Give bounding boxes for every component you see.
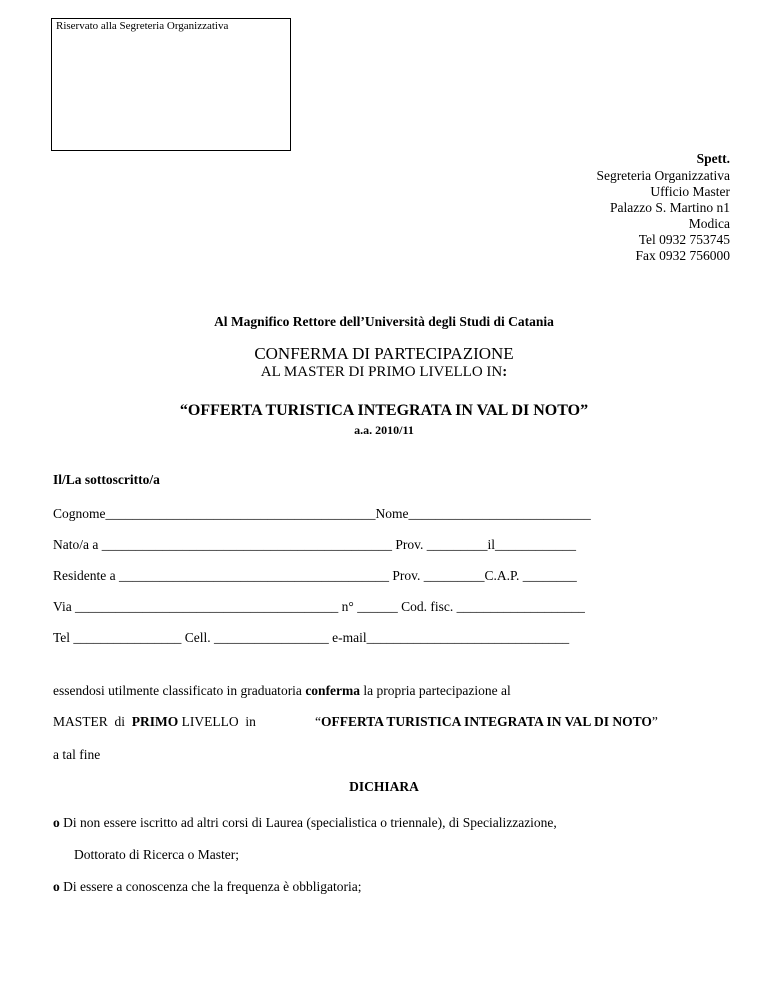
declaration-1-continuation: Dottorato di Ricerca o Master;: [74, 847, 239, 862]
master-quote-close: ”: [651, 714, 658, 729]
undersigned-label: Il/La sottoscritto/a: [53, 472, 160, 487]
master-course-name: OFFERTA TURISTICA INTEGRATA IN VAL DI NOTO: [321, 714, 652, 729]
address-salutation: Spett.: [696, 151, 730, 166]
master-line: [53, 714, 256, 730]
master-line-a: MASTER di: [53, 714, 132, 729]
purpose-text: a tal fine: [53, 747, 101, 762]
reserved-office-box: [51, 18, 291, 151]
address-line-6: Fax 0932 756000: [635, 248, 730, 263]
addressee: Al Magnifico Rettore dell’Università degli Studi di Catania: [214, 314, 554, 329]
title-sub: [0, 364, 768, 381]
address-line-1: Segreteria Organizzativa: [596, 168, 730, 183]
declaration-1: [53, 815, 557, 831]
title-sub-colon: :: [502, 364, 508, 380]
field-line-residence: Residente a ________________________________________ Prov. _________C.A.P. ________: [53, 568, 577, 583]
academic-year: a.a. 2010/11: [354, 423, 414, 437]
declaration-2-text: Di essere a conoscenza che la frequenza è obbligatoria;: [59, 879, 362, 894]
field-line-birth: Nato/a a ___________________________________________ Prov. _________il____________: [53, 537, 576, 552]
address-line-4: Modica: [688, 216, 730, 231]
master-line-c: LIVELLO in: [178, 714, 256, 729]
confirm-text-bold: conferma: [305, 683, 361, 698]
bullet-icon: o: [53, 815, 60, 830]
confirm-statement: [53, 683, 511, 699]
field-line-contacts: Tel ________________ Cell. _________________ e-mail______________________________: [53, 630, 570, 645]
bullet-icon: o: [53, 879, 60, 894]
confirm-text-after: la propria partecipazione al: [360, 683, 511, 698]
field-line-address: Via _______________________________________ n° ______ Cod. fisc. ___________________: [53, 599, 585, 614]
declaration-1-text: Di non essere iscritto ad altri corsi di Laurea (specialistica o triennale), di Specializzazione,: [59, 815, 557, 830]
master-course-title: [315, 714, 658, 730]
title-sub-text: AL MASTER DI PRIMO LIVELLO IN: [260, 364, 503, 380]
address-line-3: Palazzo S. Martino n1: [610, 200, 730, 215]
master-quote-open: “: [315, 714, 321, 729]
declaration-2: [53, 879, 361, 895]
title-main: CONFERMA DI PARTECIPAZIONE: [254, 344, 514, 363]
address-line-2: Ufficio Master: [650, 184, 730, 199]
declares-heading: DICHIARA: [349, 779, 419, 794]
master-line-b: PRIMO: [131, 714, 179, 729]
address-line-5: Tel 0932 753745: [638, 232, 730, 247]
reserved-office-label: Riservato alla Segreteria Organizzativa: [56, 20, 229, 32]
field-line-surname-name: Cognome________________________________________Nome___________________________: [53, 506, 591, 521]
confirm-text-before: essendosi utilmente classificato in graduatoria: [53, 683, 306, 698]
course-title: “OFFERTA TURISTICA INTEGRATA IN VAL DI NOTO”: [179, 402, 589, 419]
